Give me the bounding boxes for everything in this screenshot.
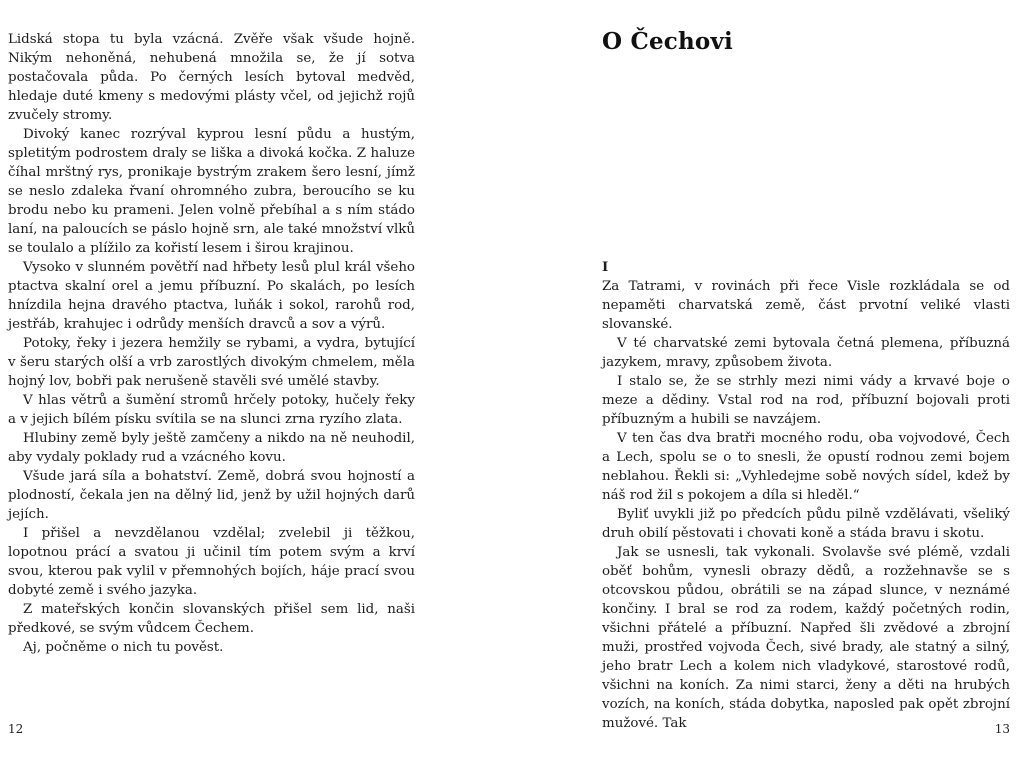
paragraph: Aj, počněme o nich tu pověst.	[23, 640, 224, 655]
paragraph: Divoký kanec rozrýval kyprou lesní půdu a hustým, spletitým podrostem draly se liška a divoká kočka. Z haluze číhal mrštný rys, pronikaje bystrým zrakem šero lesní, jímž se neslo zdaleka řvaní ohromného zubra, beroucího se ku brodu nebo ku prameni. Jelen volně přebíhal a s ním stádo laní, na paloucích se páslo hojně srn, ale také množství vlků se toulalo a plížilo za kořistí lesem i širou krajinou.	[8, 127, 415, 256]
paragraph: Vysoko v slunném povětří nad hřbety lesů plul král všeho ptactva skalní orel a jemu příbuzní. Po skalách, po lesích hnízdila hejna dravého ptactva, luňák i sokol, rarohů rod, jestřáb, krahujec i odrůdy menších dravců a sov a výrů.	[8, 260, 415, 332]
paragraph: Byliť uvykli již po předcích půdu pilně vzdělávati, všeliký druh obilí pěstovati i chovati koně a stáda bravu i skotu.	[602, 507, 1010, 541]
right-page-text	[602, 258, 1010, 733]
paragraph: V té charvatské zemi bytovala četná plemena, příbuzná jazykem, mravy, způsobem života.	[602, 336, 1010, 370]
paragraph: I stalo se, že se strhly mezi nimi vády a krvavé boje o meze a dědiny. Vstal rod na rod, příbuzní bojovali proti příbuzným a hubili se navzájem.	[602, 374, 1010, 427]
paragraph: Všude jará síla a bohatství. Země, dobrá svou hojností a plodností, čekala jen na dělný lid, jenž by užil hojných darů jejích.	[8, 469, 415, 522]
paragraph: V hlas větrů a šumění stromů hrčely potoky, hučely řeky a v jejich bílém písku svítila se na slunci zrna ryzího zlata.	[8, 393, 415, 427]
left-page-text	[8, 30, 415, 657]
page-number: 12	[8, 722, 24, 736]
page-number: 13	[994, 722, 1010, 736]
right-page	[512, 0, 1024, 768]
paragraph: Potoky, řeky i jezera hemžily se rybami, a vydra, bytující v šeru starých olší a vrb zarostlých divokým chmelem, měla hojný lov, bobři pak nerušeně stavěli své umělé stavby.	[8, 336, 415, 389]
paragraph: Hlubiny země byly ještě zamčeny a nikdo na ně neuhodil, aby vydaly poklady rud a vzácného kovu.	[8, 431, 415, 465]
chapter-title: O Čechovi	[602, 28, 733, 55]
paragraph: V ten čas dva bratři mocného rodu, oba vojvodové, Čech a Lech, spolu se o to snesli, že opustí rodnou zemi bojem neblahou. Řekli si: „Vyhledejme sobě nových sídel, kdež by náš rod žil s pokojem a díla si hleděl.“	[602, 431, 1010, 503]
paragraph: Z mateřských končin slovanských přišel sem lid, naši předkové, se svým vůdcem Čechem.	[8, 602, 415, 636]
paragraph: Lidská stopa tu byla vzácná. Zvěře však všude hojně. Nikým nehoněná, nehubená množila se, že jí sotva postačovala půda. Po černých lesích bytoval medvěd, hledaje duté kmeny s medovými plásty včel, od jejichž rojů zvučely stromy.	[8, 32, 415, 123]
section-number: I	[602, 259, 609, 275]
paragraph: Jak se usnesli, tak vykonali. Svolavše své plémě, vzdali oběť bohům, vynesli obrazy dědů, a rozžehnavše se s otcovskou půdou, obrátili se na západ slunce, v neznámé končiny. I bral se rod za rodem, každý početných rodin, všichni přátelé a příbuzní. Napřed šli zvědové a zbrojní muži, prostřed vojvoda Čech, sivé brady, ale statný a silný, jeho bratr Lech a kolem nich vladykové, starostové rodů, všichni na koních. Za nimi starci, ženy a děti na hrubých vozích, na koních, stáda dobytka, naposled pak opět zbrojní mužové. Tak	[602, 545, 1010, 731]
paragraph: I přišel a nevzdělanou vzdělal; zvelebil ji těžkou, lopotnou prácí a svatou ji učinil tím potem svým a krví svou, kterou pak vylil v přemnohých bojích, háje prací svou dobyté země i svého jazyka.	[8, 526, 415, 598]
paragraph: Za Tatrami, v rovinách při řece Visle rozkládala se od nepaměti charvatská země, část prvotní veliké vlasti slovanské.	[602, 279, 1010, 332]
